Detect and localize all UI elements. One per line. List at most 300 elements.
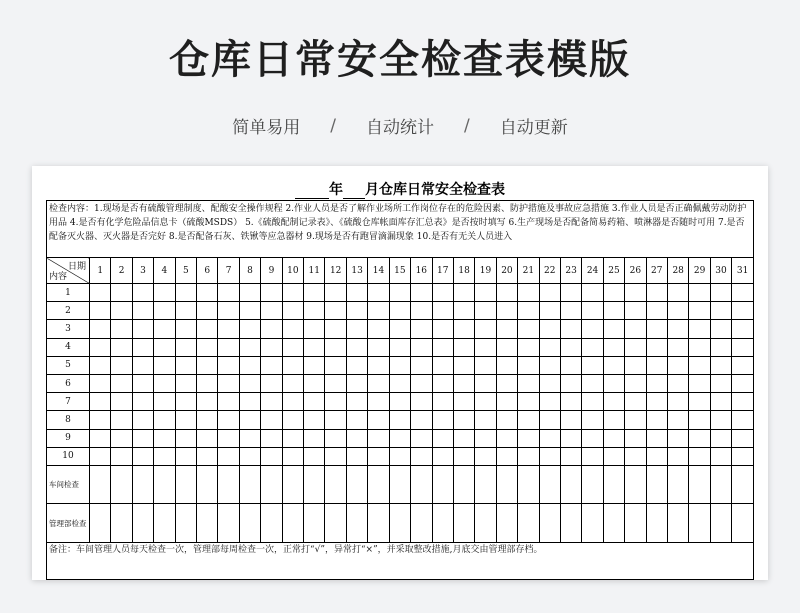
check-cell[interactable] [582, 504, 603, 543]
check-cell[interactable] [218, 447, 239, 465]
check-cell[interactable] [646, 429, 667, 447]
check-cell[interactable] [411, 302, 432, 320]
check-cell[interactable] [218, 466, 239, 504]
check-cell[interactable] [475, 338, 496, 356]
check-cell[interactable] [132, 356, 153, 374]
check-cell[interactable] [325, 284, 346, 302]
check-cell[interactable] [90, 284, 111, 302]
check-cell[interactable] [496, 429, 517, 447]
check-cell[interactable] [368, 338, 389, 356]
check-cell[interactable] [475, 393, 496, 411]
check-cell[interactable] [560, 284, 581, 302]
check-cell[interactable] [560, 447, 581, 465]
check-cell[interactable] [411, 466, 432, 504]
check-cell[interactable] [475, 284, 496, 302]
check-cell[interactable] [304, 429, 325, 447]
check-cell[interactable] [689, 284, 710, 302]
check-cell[interactable] [582, 284, 603, 302]
check-cell[interactable] [218, 302, 239, 320]
check-cell[interactable] [432, 302, 453, 320]
check-cell[interactable] [218, 393, 239, 411]
check-cell[interactable] [625, 284, 646, 302]
check-cell[interactable] [732, 375, 754, 393]
check-cell[interactable] [282, 504, 303, 543]
check-cell[interactable] [90, 447, 111, 465]
check-cell[interactable] [689, 504, 710, 543]
check-cell[interactable] [667, 504, 688, 543]
check-cell[interactable] [560, 393, 581, 411]
check-cell[interactable] [239, 393, 260, 411]
check-cell[interactable] [560, 356, 581, 374]
check-cell[interactable] [304, 393, 325, 411]
check-cell[interactable] [496, 504, 517, 543]
check-cell[interactable] [689, 375, 710, 393]
check-cell[interactable] [197, 504, 218, 543]
check-cell[interactable] [282, 466, 303, 504]
check-cell[interactable] [111, 429, 132, 447]
check-cell[interactable] [90, 393, 111, 411]
check-cell[interactable] [432, 504, 453, 543]
check-cell[interactable] [496, 356, 517, 374]
check-cell[interactable] [197, 284, 218, 302]
check-cell[interactable] [261, 375, 282, 393]
check-cell[interactable] [625, 466, 646, 504]
check-cell[interactable] [689, 302, 710, 320]
check-cell[interactable] [432, 284, 453, 302]
check-cell[interactable] [239, 447, 260, 465]
check-cell[interactable] [175, 429, 196, 447]
check-cell[interactable] [646, 320, 667, 338]
check-cell[interactable] [710, 284, 731, 302]
check-cell[interactable] [518, 284, 539, 302]
check-cell[interactable] [518, 338, 539, 356]
check-cell[interactable] [496, 338, 517, 356]
check-cell[interactable] [453, 356, 474, 374]
check-cell[interactable] [710, 320, 731, 338]
check-cell[interactable] [646, 504, 667, 543]
check-cell[interactable] [346, 284, 367, 302]
check-cell[interactable] [325, 320, 346, 338]
check-cell[interactable] [368, 375, 389, 393]
check-cell[interactable] [175, 375, 196, 393]
check-cell[interactable] [603, 504, 624, 543]
check-cell[interactable] [304, 302, 325, 320]
check-cell[interactable] [90, 504, 111, 543]
check-cell[interactable] [518, 411, 539, 429]
check-cell[interactable] [282, 302, 303, 320]
check-cell[interactable] [304, 356, 325, 374]
check-cell[interactable] [475, 447, 496, 465]
check-cell[interactable] [132, 466, 153, 504]
check-cell[interactable] [667, 429, 688, 447]
check-cell[interactable] [432, 356, 453, 374]
check-cell[interactable] [411, 320, 432, 338]
check-cell[interactable] [261, 393, 282, 411]
check-cell[interactable] [560, 504, 581, 543]
check-cell[interactable] [582, 338, 603, 356]
check-cell[interactable] [603, 375, 624, 393]
check-cell[interactable] [496, 302, 517, 320]
check-cell[interactable] [261, 466, 282, 504]
check-cell[interactable] [325, 356, 346, 374]
check-cell[interactable] [411, 447, 432, 465]
check-cell[interactable] [539, 429, 560, 447]
check-cell[interactable] [453, 447, 474, 465]
check-cell[interactable] [197, 375, 218, 393]
check-cell[interactable] [175, 504, 196, 543]
check-cell[interactable] [368, 466, 389, 504]
check-cell[interactable] [732, 356, 754, 374]
check-cell[interactable] [411, 393, 432, 411]
check-cell[interactable] [90, 356, 111, 374]
check-cell[interactable] [646, 375, 667, 393]
check-cell[interactable] [389, 302, 410, 320]
check-cell[interactable] [518, 447, 539, 465]
check-cell[interactable] [132, 429, 153, 447]
check-cell[interactable] [175, 447, 196, 465]
check-cell[interactable] [239, 302, 260, 320]
check-cell[interactable] [154, 429, 175, 447]
check-cell[interactable] [346, 302, 367, 320]
check-cell[interactable] [239, 466, 260, 504]
check-cell[interactable] [539, 284, 560, 302]
check-cell[interactable] [667, 284, 688, 302]
check-cell[interactable] [218, 504, 239, 543]
check-cell[interactable] [346, 320, 367, 338]
check-cell[interactable] [111, 393, 132, 411]
check-cell[interactable] [667, 447, 688, 465]
check-cell[interactable] [475, 356, 496, 374]
check-cell[interactable] [175, 466, 196, 504]
check-cell[interactable] [261, 429, 282, 447]
check-cell[interactable] [689, 466, 710, 504]
check-cell[interactable] [625, 375, 646, 393]
check-cell[interactable] [539, 447, 560, 465]
check-cell[interactable] [646, 284, 667, 302]
check-cell[interactable] [175, 284, 196, 302]
check-cell[interactable] [453, 429, 474, 447]
check-cell[interactable] [261, 356, 282, 374]
check-cell[interactable] [239, 375, 260, 393]
check-cell[interactable] [197, 447, 218, 465]
year-blank[interactable] [295, 184, 329, 199]
check-cell[interactable] [304, 466, 325, 504]
check-cell[interactable] [453, 302, 474, 320]
check-cell[interactable] [411, 338, 432, 356]
check-cell[interactable] [475, 375, 496, 393]
check-cell[interactable] [154, 504, 175, 543]
check-cell[interactable] [218, 356, 239, 374]
check-cell[interactable] [304, 411, 325, 429]
check-cell[interactable] [368, 356, 389, 374]
check-cell[interactable] [197, 338, 218, 356]
check-cell[interactable] [582, 411, 603, 429]
check-cell[interactable] [582, 320, 603, 338]
check-cell[interactable] [346, 338, 367, 356]
check-cell[interactable] [368, 447, 389, 465]
check-cell[interactable] [368, 411, 389, 429]
check-cell[interactable] [261, 411, 282, 429]
check-cell[interactable] [646, 302, 667, 320]
check-cell[interactable] [111, 411, 132, 429]
check-cell[interactable] [496, 466, 517, 504]
check-cell[interactable] [389, 375, 410, 393]
check-cell[interactable] [625, 411, 646, 429]
check-cell[interactable] [389, 447, 410, 465]
check-cell[interactable] [582, 429, 603, 447]
check-cell[interactable] [154, 393, 175, 411]
check-cell[interactable] [90, 320, 111, 338]
check-cell[interactable] [154, 466, 175, 504]
check-cell[interactable] [432, 320, 453, 338]
check-cell[interactable] [732, 302, 754, 320]
check-cell[interactable] [111, 466, 132, 504]
check-cell[interactable] [432, 411, 453, 429]
check-cell[interactable] [496, 411, 517, 429]
check-cell[interactable] [475, 504, 496, 543]
check-cell[interactable] [154, 411, 175, 429]
check-cell[interactable] [111, 284, 132, 302]
check-cell[interactable] [411, 356, 432, 374]
check-cell[interactable] [582, 302, 603, 320]
check-cell[interactable] [368, 504, 389, 543]
check-cell[interactable] [111, 356, 132, 374]
check-cell[interactable] [582, 375, 603, 393]
check-cell[interactable] [603, 284, 624, 302]
check-cell[interactable] [475, 302, 496, 320]
check-cell[interactable] [453, 320, 474, 338]
check-cell[interactable] [453, 393, 474, 411]
check-cell[interactable] [432, 447, 453, 465]
check-cell[interactable] [325, 338, 346, 356]
check-cell[interactable] [603, 302, 624, 320]
check-cell[interactable] [432, 375, 453, 393]
check-cell[interactable] [389, 356, 410, 374]
check-cell[interactable] [90, 302, 111, 320]
check-cell[interactable] [175, 338, 196, 356]
check-cell[interactable] [346, 466, 367, 504]
check-cell[interactable] [282, 447, 303, 465]
check-cell[interactable] [239, 284, 260, 302]
check-cell[interactable] [239, 338, 260, 356]
check-cell[interactable] [732, 320, 754, 338]
check-cell[interactable] [603, 338, 624, 356]
check-cell[interactable] [132, 504, 153, 543]
check-cell[interactable] [282, 393, 303, 411]
check-cell[interactable] [175, 356, 196, 374]
check-cell[interactable] [603, 411, 624, 429]
check-cell[interactable] [325, 429, 346, 447]
check-cell[interactable] [582, 393, 603, 411]
check-cell[interactable] [90, 338, 111, 356]
check-cell[interactable] [646, 356, 667, 374]
check-cell[interactable] [239, 320, 260, 338]
check-cell[interactable] [625, 393, 646, 411]
check-cell[interactable] [453, 375, 474, 393]
check-cell[interactable] [175, 411, 196, 429]
check-cell[interactable] [346, 447, 367, 465]
check-cell[interactable] [239, 356, 260, 374]
check-cell[interactable] [453, 466, 474, 504]
check-cell[interactable] [560, 338, 581, 356]
check-cell[interactable] [218, 284, 239, 302]
check-cell[interactable] [304, 447, 325, 465]
check-cell[interactable] [432, 393, 453, 411]
check-cell[interactable] [346, 429, 367, 447]
check-cell[interactable] [368, 284, 389, 302]
check-cell[interactable] [389, 393, 410, 411]
check-cell[interactable] [475, 411, 496, 429]
check-cell[interactable] [261, 338, 282, 356]
check-cell[interactable] [154, 338, 175, 356]
check-cell[interactable] [475, 429, 496, 447]
check-cell[interactable] [539, 320, 560, 338]
check-cell[interactable] [453, 338, 474, 356]
check-cell[interactable] [453, 504, 474, 543]
check-cell[interactable] [518, 356, 539, 374]
check-cell[interactable] [325, 466, 346, 504]
check-cell[interactable] [710, 447, 731, 465]
check-cell[interactable] [261, 447, 282, 465]
check-cell[interactable] [239, 504, 260, 543]
check-cell[interactable] [346, 356, 367, 374]
check-cell[interactable] [282, 411, 303, 429]
check-cell[interactable] [325, 375, 346, 393]
check-cell[interactable] [710, 466, 731, 504]
check-cell[interactable] [667, 411, 688, 429]
check-cell[interactable] [218, 411, 239, 429]
check-cell[interactable] [603, 447, 624, 465]
check-cell[interactable] [304, 338, 325, 356]
check-cell[interactable] [539, 356, 560, 374]
check-cell[interactable] [667, 393, 688, 411]
check-cell[interactable] [346, 393, 367, 411]
check-cell[interactable] [667, 338, 688, 356]
check-cell[interactable] [539, 393, 560, 411]
check-cell[interactable] [710, 504, 731, 543]
check-cell[interactable] [218, 338, 239, 356]
check-cell[interactable] [154, 375, 175, 393]
check-cell[interactable] [239, 429, 260, 447]
check-cell[interactable] [132, 338, 153, 356]
check-cell[interactable] [389, 429, 410, 447]
check-cell[interactable] [496, 393, 517, 411]
check-cell[interactable] [346, 504, 367, 543]
check-cell[interactable] [389, 320, 410, 338]
check-cell[interactable] [90, 466, 111, 504]
check-cell[interactable] [518, 375, 539, 393]
check-cell[interactable] [646, 338, 667, 356]
check-cell[interactable] [282, 284, 303, 302]
check-cell[interactable] [346, 411, 367, 429]
check-cell[interactable] [496, 375, 517, 393]
check-cell[interactable] [603, 429, 624, 447]
check-cell[interactable] [560, 411, 581, 429]
check-cell[interactable] [732, 466, 754, 504]
check-cell[interactable] [389, 284, 410, 302]
check-cell[interactable] [560, 320, 581, 338]
check-cell[interactable] [625, 429, 646, 447]
check-cell[interactable] [518, 466, 539, 504]
check-cell[interactable] [496, 284, 517, 302]
check-cell[interactable] [710, 356, 731, 374]
check-cell[interactable] [475, 466, 496, 504]
check-cell[interactable] [732, 338, 754, 356]
check-cell[interactable] [710, 375, 731, 393]
check-cell[interactable] [539, 338, 560, 356]
check-cell[interactable] [539, 504, 560, 543]
check-cell[interactable] [667, 302, 688, 320]
check-cell[interactable] [625, 356, 646, 374]
check-cell[interactable] [175, 320, 196, 338]
check-cell[interactable] [560, 466, 581, 504]
check-cell[interactable] [197, 429, 218, 447]
check-cell[interactable] [732, 447, 754, 465]
check-cell[interactable] [325, 447, 346, 465]
check-cell[interactable] [197, 393, 218, 411]
check-cell[interactable] [325, 411, 346, 429]
month-blank[interactable] [343, 184, 365, 199]
check-cell[interactable] [496, 447, 517, 465]
check-cell[interactable] [261, 302, 282, 320]
check-cell[interactable] [111, 338, 132, 356]
check-cell[interactable] [154, 302, 175, 320]
check-cell[interactable] [518, 393, 539, 411]
check-cell[interactable] [132, 411, 153, 429]
check-cell[interactable] [368, 429, 389, 447]
check-cell[interactable] [132, 447, 153, 465]
check-cell[interactable] [197, 411, 218, 429]
check-cell[interactable] [389, 338, 410, 356]
check-cell[interactable] [453, 411, 474, 429]
check-cell[interactable] [518, 302, 539, 320]
check-cell[interactable] [132, 302, 153, 320]
check-cell[interactable] [732, 393, 754, 411]
check-cell[interactable] [432, 429, 453, 447]
check-cell[interactable] [667, 466, 688, 504]
check-cell[interactable] [625, 320, 646, 338]
check-cell[interactable] [539, 302, 560, 320]
check-cell[interactable] [218, 429, 239, 447]
check-cell[interactable] [689, 411, 710, 429]
check-cell[interactable] [603, 466, 624, 504]
check-cell[interactable] [175, 302, 196, 320]
check-cell[interactable] [132, 284, 153, 302]
check-cell[interactable] [218, 375, 239, 393]
check-cell[interactable] [239, 411, 260, 429]
check-cell[interactable] [582, 447, 603, 465]
check-cell[interactable] [261, 504, 282, 543]
check-cell[interactable] [368, 393, 389, 411]
check-cell[interactable] [603, 393, 624, 411]
check-cell[interactable] [304, 504, 325, 543]
check-cell[interactable] [560, 429, 581, 447]
check-cell[interactable] [154, 320, 175, 338]
check-cell[interactable] [667, 320, 688, 338]
check-cell[interactable] [689, 429, 710, 447]
check-cell[interactable] [111, 375, 132, 393]
check-cell[interactable] [667, 375, 688, 393]
check-cell[interactable] [496, 320, 517, 338]
check-cell[interactable] [304, 375, 325, 393]
check-cell[interactable] [325, 504, 346, 543]
check-cell[interactable] [154, 447, 175, 465]
check-cell[interactable] [539, 375, 560, 393]
check-cell[interactable] [346, 375, 367, 393]
check-cell[interactable] [304, 320, 325, 338]
check-cell[interactable] [625, 302, 646, 320]
check-cell[interactable] [368, 302, 389, 320]
